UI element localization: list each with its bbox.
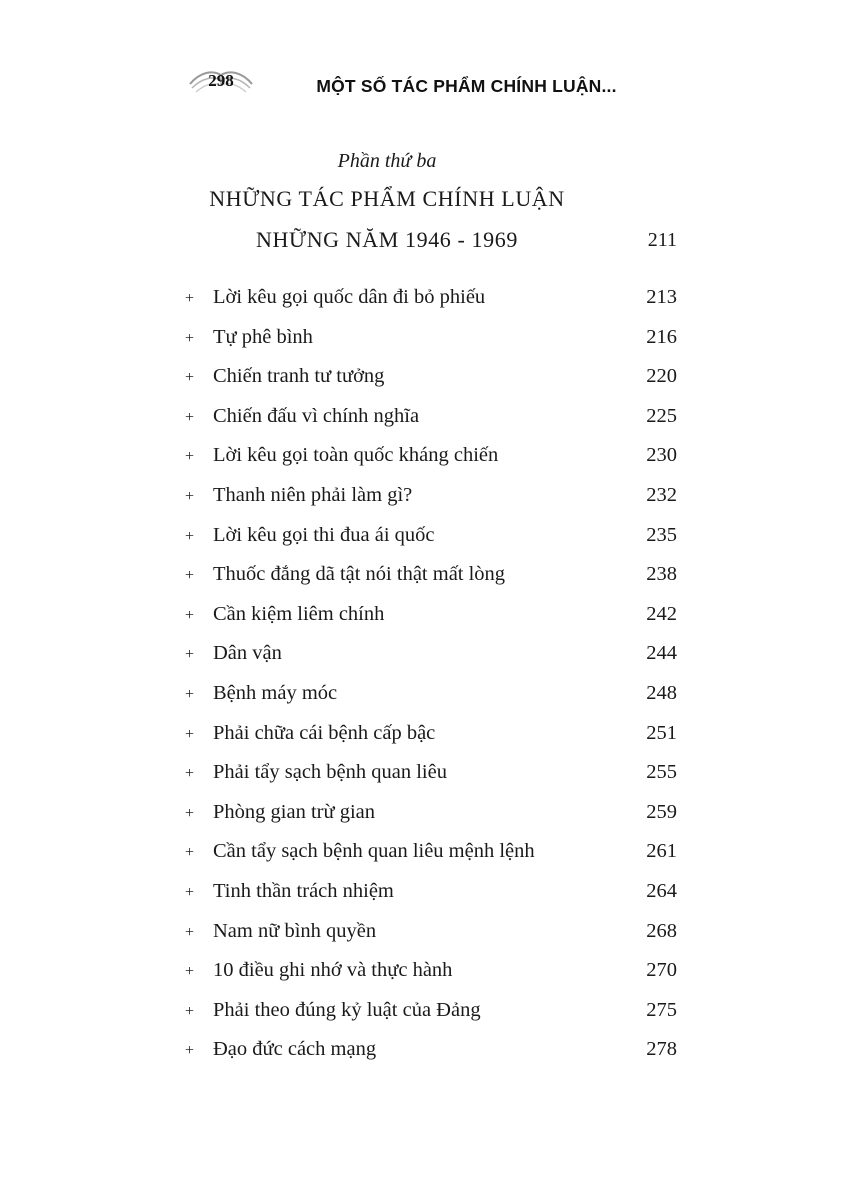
- toc-entry-page: 261: [646, 840, 677, 863]
- toc-entry-title: Tinh thần trách nhiệm: [213, 879, 394, 902]
- cross-bullet-icon: +: [185, 527, 195, 545]
- toc-entry-title: 10 điều ghi nhớ và thực hành: [213, 959, 453, 982]
- toc-entry-title: Bệnh máy móc: [213, 681, 338, 704]
- cross-bullet-icon: +: [185, 487, 195, 505]
- toc-row: [185, 286, 677, 326]
- toc-row: [185, 405, 677, 445]
- toc-entry-title: Chiến tranh tư tưởng: [213, 365, 385, 388]
- toc-entry-page: 248: [646, 681, 677, 704]
- toc-entry-title: Cần tẩy sạch bệnh quan liêu mệnh lệnh: [213, 840, 535, 863]
- toc-entry-page: 259: [646, 800, 677, 823]
- cross-bullet-icon: +: [185, 804, 195, 822]
- toc-entry-title: Nam nữ bình quyền: [213, 919, 377, 942]
- toc-entry-page: 270: [646, 959, 677, 982]
- toc-entry-page: 251: [646, 721, 677, 744]
- cross-bullet-icon: +: [185, 369, 195, 387]
- toc-entry-page: 213: [646, 286, 677, 308]
- toc-entry-page: 278: [646, 1038, 677, 1061]
- page-number-badge: [186, 62, 256, 102]
- cross-bullet-icon: +: [185, 883, 195, 901]
- toc-row: [185, 761, 677, 801]
- running-header: MỘT SỐ TÁC PHẨM CHÍNH LUẬN...: [316, 76, 617, 96]
- toc-entry-title: Lời kêu gọi quốc dân đi bỏ phiếu: [213, 286, 486, 308]
- toc-entry-page: 275: [646, 998, 677, 1021]
- toc-entry-title: Phải tẩy sạch bệnh quan liêu: [213, 761, 447, 784]
- toc-entry-page: 268: [646, 919, 677, 942]
- cross-bullet-icon: +: [185, 290, 195, 307]
- toc-row: [185, 603, 677, 643]
- toc-entry-title: Thanh niên phải làm gì?: [213, 483, 413, 506]
- toc-entry-page: 225: [646, 404, 677, 427]
- part-label: Phần thứ ba: [337, 150, 437, 172]
- toc-row: [185, 365, 677, 405]
- cross-bullet-icon: +: [185, 844, 195, 862]
- toc-entry-page: 232: [646, 483, 677, 506]
- toc-row: [185, 1038, 677, 1078]
- toc-entry-title: Đạo đức cách mạng: [213, 1038, 377, 1061]
- cross-bullet-icon: +: [185, 963, 195, 981]
- cross-bullet-icon: +: [185, 646, 195, 664]
- cross-bullet-icon: +: [185, 725, 195, 743]
- cross-bullet-icon: +: [185, 606, 195, 624]
- toc-entry-title: Dân vận: [213, 642, 282, 665]
- toc-row: [185, 524, 677, 564]
- toc-entry-title: Tự phê bình: [213, 325, 313, 348]
- toc-entry-title: Phòng gian trừ gian: [213, 800, 375, 823]
- toc-entry-title: Thuốc đắng dã tật nói thật mất lòng: [213, 563, 506, 586]
- toc-row: [185, 682, 677, 722]
- toc-row: [185, 484, 677, 524]
- toc-row: [185, 801, 677, 841]
- toc-entry-page: 235: [646, 523, 677, 546]
- cross-bullet-icon: +: [185, 765, 195, 783]
- toc-entry-page: 238: [646, 563, 677, 586]
- cross-bullet-icon: +: [185, 567, 195, 585]
- toc-entry-title: Cần kiệm liêm chính: [213, 602, 385, 625]
- toc-row: [185, 642, 677, 682]
- toc-list: [185, 286, 677, 1078]
- toc-row: [185, 563, 677, 603]
- toc-entry-page: 242: [646, 602, 677, 625]
- cross-bullet-icon: +: [185, 923, 195, 941]
- toc-row: [185, 326, 677, 366]
- page-number: 298: [208, 71, 234, 90]
- toc-row: [185, 444, 677, 484]
- toc-row: [185, 722, 677, 762]
- section-page-number: 211: [647, 229, 677, 251]
- section-title-line2: NHỮNG NĂM 1946 - 1969: [256, 227, 518, 252]
- toc-row: [185, 880, 677, 920]
- cross-bullet-icon: +: [185, 329, 195, 347]
- toc-row: [185, 999, 677, 1039]
- cross-bullet-icon: +: [185, 1042, 195, 1060]
- toc-entry-page: 220: [646, 365, 677, 388]
- toc-entry-page: 264: [646, 879, 677, 902]
- toc-entry-page: 216: [646, 325, 677, 348]
- cross-bullet-icon: +: [185, 1002, 195, 1020]
- cross-bullet-icon: +: [185, 685, 195, 703]
- toc-entry-title: Lời kêu gọi toàn quốc kháng chiến: [213, 444, 499, 467]
- toc-entry-page: 230: [646, 444, 677, 467]
- toc-row: [185, 920, 677, 960]
- cross-bullet-icon: +: [185, 408, 195, 426]
- cross-bullet-icon: +: [185, 448, 195, 466]
- section-heading: [185, 144, 677, 260]
- toc-row: [185, 959, 677, 999]
- toc-entry-title: Lời kêu gọi thi đua ái quốc: [213, 523, 435, 546]
- toc-entry-title: Chiến đấu vì chính nghĩa: [213, 404, 420, 427]
- toc-entry-title: Phải theo đúng kỷ luật của Đảng: [213, 998, 481, 1021]
- toc-entry-page: 244: [646, 642, 677, 665]
- toc-entry-page: 255: [646, 761, 677, 784]
- toc-entry-title: Phải chữa cái bệnh cấp bậc: [213, 721, 436, 744]
- toc-row: [185, 840, 677, 880]
- section-title-line1: NHỮNG TÁC PHẨM CHÍNH LUẬN: [209, 186, 565, 211]
